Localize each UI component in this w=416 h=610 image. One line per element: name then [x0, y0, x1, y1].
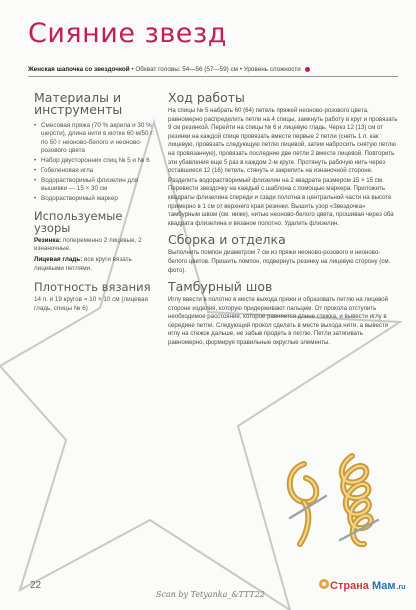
watermark-domain: .ru: [396, 584, 406, 591]
pattern-rib-name: Резинка:: [34, 236, 62, 244]
model-info-line: [28, 66, 398, 77]
page-title: Сияние звезд: [28, 18, 227, 49]
materials-item: • Водорастворимый маркер: [34, 195, 160, 203]
work-paragraph: На спицы № 5 набрать 60 (64) петель пряжей неоново-розового цвета, равномерно распределить петли на 4 спицы, замкнуть работу в круг и провязать 9 см резинкой. Перейти на спицы № 6 и лицевую гладь. Через 12 (13) см от резинки на каждой спице провязать вместе первые 2 петли (снять 1 п. как лицевую, провязать следующую петлю лицевой, затем набросить снятую петлю на провязанную), провязать последние две петли 2 вместе лицевой. Повторить эти убавления еще 5 раз в каждом 2-м круге. Протянуть рабочую нить через оставшиеся 12 (16) петель, стянуть и закрепить на изнаночной стороне.: [168, 107, 398, 175]
left-column: [34, 92, 160, 313]
work-paragraph: Разделить водорастворимый флизелин на 2 квадрата размером 15 × 15 см. Перевести звездочку на каждый с шаблона с помощью маркера. Приложить квадраты флизелина спереди и сзади полотна в центральной части на высоте примерно в 1 см от верхнего края резинки. Вышить узор «Звездочка» тамбурным швом (см. ниже), нитью неоново-белого цвета, прошивая через оба квадрата флизелина и вязаное полотно. Удалить флизелин.: [168, 176, 394, 227]
model-details: • Обхват головы: 54—56 (57—59) см • Уровень сложности: [129, 66, 303, 73]
watermark-logo-icon: [318, 578, 330, 590]
page-number: 22: [30, 580, 42, 591]
gauge-text: 14 п. и 19 кругов = 10 × 10 см (лицевая гладь, спицы № 6): [34, 296, 148, 312]
assembly-heading: Сборка и отделка: [168, 232, 286, 248]
work-heading: Ход работы: [168, 90, 245, 105]
pattern-stockinette-name: Лицевая гладь:: [34, 256, 83, 264]
assembly-text: Выполнить помпон диаметром 7 см из пряжи неоново-розового и неоново-белого цветов. Пришить помпон, подвернуть резинку на лицевую сторону (см. фото).: [168, 249, 391, 274]
materials-list: [34, 122, 160, 204]
chain-stitch-illustration: [282, 452, 392, 564]
scan-credit: Scan by Tetyanka_&TTT22: [156, 590, 265, 599]
difficulty-dot: [305, 67, 310, 72]
materials-item: • Смесовая пряжа (70 % акрила и 30 % шерсти), длина нити в мотке 60 м/50 г: по 50 г неоново-белого и неоново-розового цвета: [34, 122, 160, 156]
materials-item: • Гобеленовая игла: [34, 167, 160, 175]
materials-heading: Материалы и инструменты: [34, 90, 123, 117]
chain-stitch-heading: Тамбурный шов: [168, 279, 273, 295]
materials-item: • Водорастворимый флизелин для вышивки — 15 × 30 см: [34, 177, 160, 194]
materials-item: • Набор двусторонних спиц № 5 и № 6: [34, 157, 160, 165]
watermark-part-a: Страна: [330, 580, 372, 592]
gauge-heading: Плотность вязания: [34, 280, 151, 295]
pattern-rib: [34, 237, 160, 254]
site-watermark: [330, 580, 406, 592]
right-column: [168, 92, 398, 348]
pattern-stockinette-text: все круги вязать лицевыми петлями.: [34, 256, 132, 272]
pattern-stockinette: [34, 256, 160, 273]
chain-stitch-text: Иглу ввести в полотно в месте выхода пряжи и образовать петлю на лицевой стороне изделия, которую придерживают пальцем. От прокола отступить необходимое расстояние, которое равняется длине стежка, и вывести иглу в середине петли. Следующий прокол сделать в месте выхода нити, а вывести иглу на стежок дальше, не забыв продеть в петлю. Петли затягивать равномерно, формируя правильные округлые элементы.: [168, 296, 389, 347]
watermark-part-b: Мам: [372, 580, 396, 592]
patterns-heading: Используемые узоры: [34, 208, 123, 235]
pattern-rib-text: попеременно 2 лицевые, 2 изнаночные.: [34, 236, 142, 253]
model-name: Женская шапочка со звездочкой: [28, 66, 130, 73]
